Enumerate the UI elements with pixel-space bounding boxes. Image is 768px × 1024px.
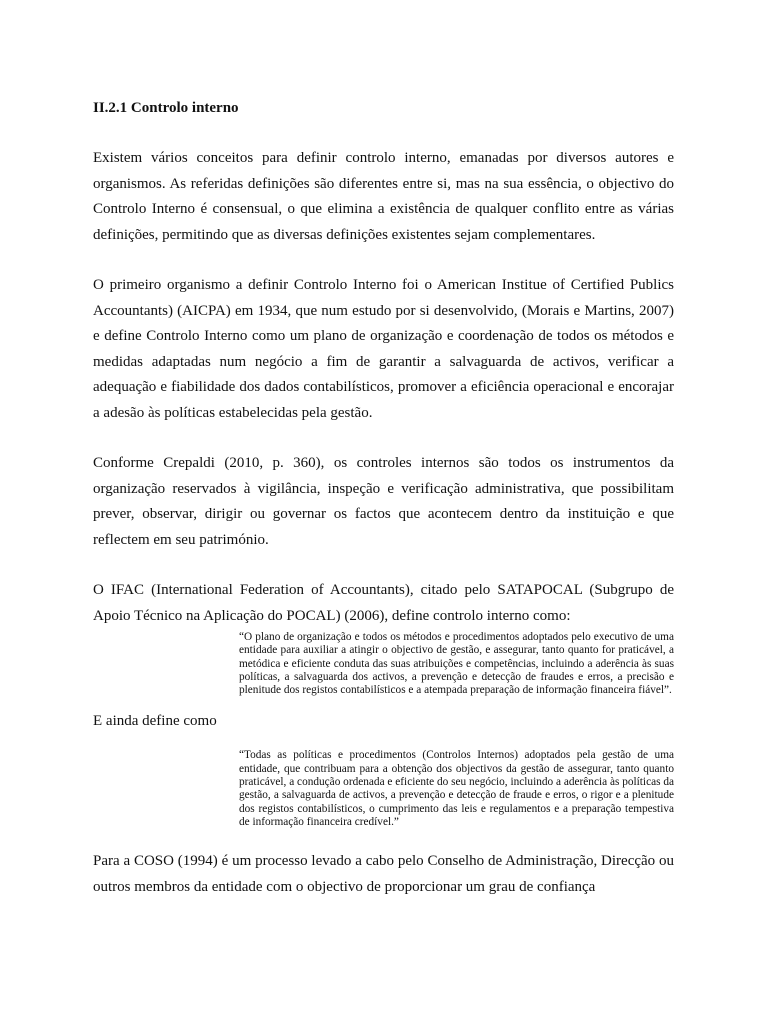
paragraph-crepaldi: Conforme Crepaldi (2010, p. 360), os controles internos são todos os instrumentos da organização reservados à vigilância, inspeção e verificação administrativa, que possibilitam prever, observar, dirigir ou governar os factos que acontecem dentro da instituição e que reflectem em seu património. [93,455,674,548]
quote-ifac-definition: “O plano de organização e todos os métodos e procedimentos adoptados pelo executivo de uma entidade para auxiliar a atingir o objectivo de gestão, e assegurar, tanto quanto for praticável, a metódica e eficiente conduta das suas atribuições e competências, incluindo a aderência às suas políticas, a salvaguarda dos activos, a prevenção e detecção de fraudes e erros, a precisão e plenitude dos registos contabilísticos e a atempada preparação de informação financeira fiável”. [239,631,674,697]
paragraph-intro: Existem vários conceitos para definir controlo interno, emanadas por diversos autores e organismos. As referidas definições são diferentes entre si, mas na sua essência, o objectivo do Controlo Interno é consensual, o que elimina a existência de qualquer conflito entre as várias definições, permitindo que as diversas definições existentes sejam complementares. [93,150,674,243]
paragraph-also-defines: E ainda define como [93,713,217,730]
paragraph-ifac: O IFAC (International Federation of Accountants), citado pelo SATAPOCAL (Subgrupo de Apoio Técnico na Aplicação do POCAL) (2006), define controlo interno como: [93,582,674,624]
paragraph-coso: Para a COSO (1994) é um processo levado a cabo pelo Conselho de Administração, Direcção ou outros membros da entidade com o objectivo de proporcionar um grau de confiança [93,853,674,895]
section-heading: II.2.1 Controlo interno [93,100,239,116]
paragraph-aicpa: O primeiro organismo a definir Controlo Interno foi o American Institue of Certified Publics Accountants) (AICPA) em 1934, que num estudo por si desenvolvido, (Morais e Martins, 2007) e define Controlo Interno como um plano de organização e coordenação de todos os métodos e medidas adaptadas num negócio a fim de garantir a salvaguarda de activos, verificar a adequação e fiabilidade dos dados contabilísticos, promover a eficiência operacional e encorajar a adesão às políticas estabelecidas pela gestão. [93,277,674,421]
quote-second-definition: “Todas as políticas e procedimentos (Controlos Internos) adoptados pela gestão de uma entidade, que contribuam para a obtenção dos objectivos da gestão de assegurar, tanto quanto praticável, a condução ordenada e eficiente do seu negócio, incluindo a aderência às políticas da gestão, a salvaguarda de activos, a prevenção e detecção de fraude e erros, o rigor e a plenitude dos registos contabilísticos, o cumprimento das leis e regulamentos e a preparação tempestiva de informação financeira credível.” [239,749,674,828]
document-page [93,96,674,925]
